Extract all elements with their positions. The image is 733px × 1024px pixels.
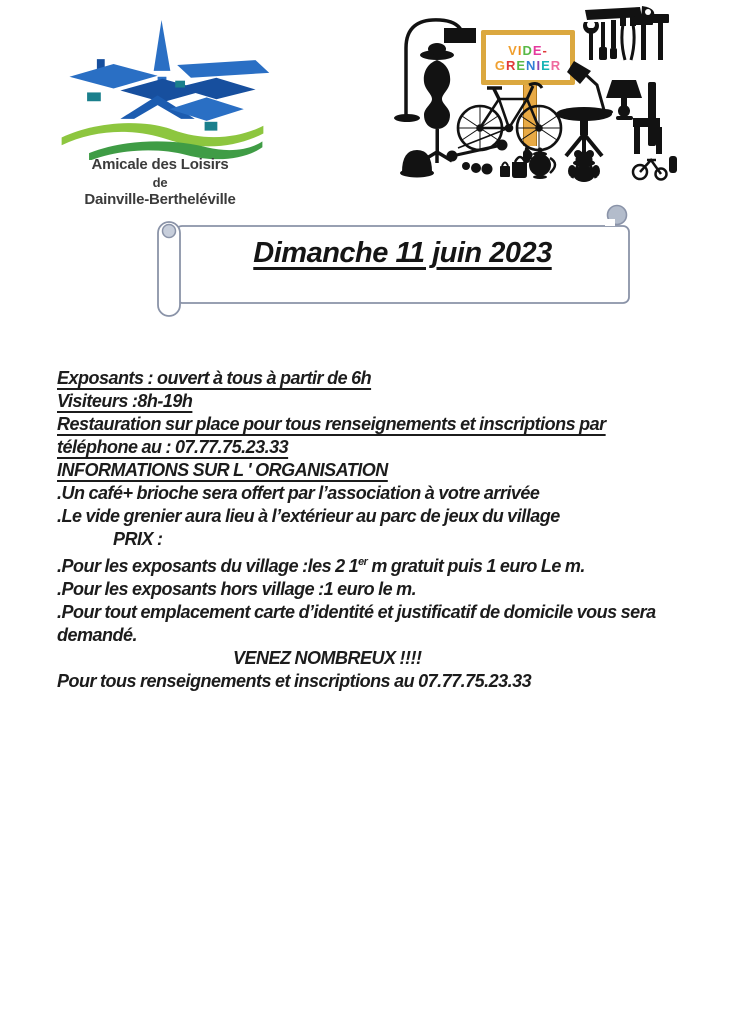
venez-nombreux-line: VENEZ NOMBREUX !!!! bbox=[233, 648, 422, 668]
mannequin-icon bbox=[420, 43, 454, 163]
dumbbells-icon bbox=[447, 140, 508, 175]
vide-grenier-collage bbox=[388, 2, 680, 184]
restauration-line2: téléphone au : 07.77.75.23.33 bbox=[57, 437, 289, 457]
cafe-line: .Un café+ brioche sera offert par l’association à votre arrivée bbox=[57, 483, 540, 503]
bicycle-icon bbox=[458, 84, 561, 150]
scooter-icon bbox=[633, 156, 677, 180]
tools-icon bbox=[583, 6, 669, 60]
association-name-line1: Amicale des Loisirs bbox=[91, 156, 229, 173]
superscript-er: er bbox=[358, 556, 368, 568]
lieu-line: .Le vide grenier aura lieu à l’extérieur au parc de jeux du village bbox=[57, 506, 560, 526]
prix-village-line: .Pour les exposants du village :les 2 1er m gratuit puis 1 euro Le m. bbox=[57, 556, 585, 576]
visiteurs-line: Visiteurs :8h-19h bbox=[57, 391, 193, 411]
restauration-line1: Restauration sur place pour tous renseignements et inscriptions par bbox=[57, 414, 606, 434]
sign-line1: VIDE- bbox=[508, 42, 548, 58]
sign-line2: GRENIER bbox=[494, 57, 562, 73]
informations-header: INFORMATIONS SUR L ' ORGANISATION bbox=[57, 460, 388, 480]
prix-hors-village-line: .Pour les exposants hors village :1 euro le m. bbox=[57, 579, 417, 599]
village-logo-icon bbox=[55, 18, 270, 160]
hat-icon bbox=[400, 150, 434, 178]
association-name-line2: de bbox=[152, 174, 168, 190]
emplacement-line: .Pour tout emplacement carte d’identité et justificatif de domicile vous sera demandé. bbox=[57, 602, 656, 645]
flyer-body bbox=[57, 367, 717, 693]
exposants-line: Exposants : ouvert à tous à partir de 6h bbox=[57, 368, 372, 388]
association-name-line3: Dainville-Bertheléville bbox=[84, 191, 236, 208]
event-date: Dimanche 11 juin 2023 bbox=[253, 237, 552, 269]
footer-contact-line: Pour tous renseignements et inscriptions au 07.77.75.23.33 bbox=[57, 671, 532, 691]
teapot-icon bbox=[525, 146, 555, 179]
silhouettes-icon bbox=[388, 2, 680, 184]
prix-label: PRIX : bbox=[113, 529, 163, 549]
restauration-line bbox=[57, 413, 717, 459]
desk-lamp-icon bbox=[567, 61, 613, 115]
kettle-icon bbox=[500, 150, 530, 178]
